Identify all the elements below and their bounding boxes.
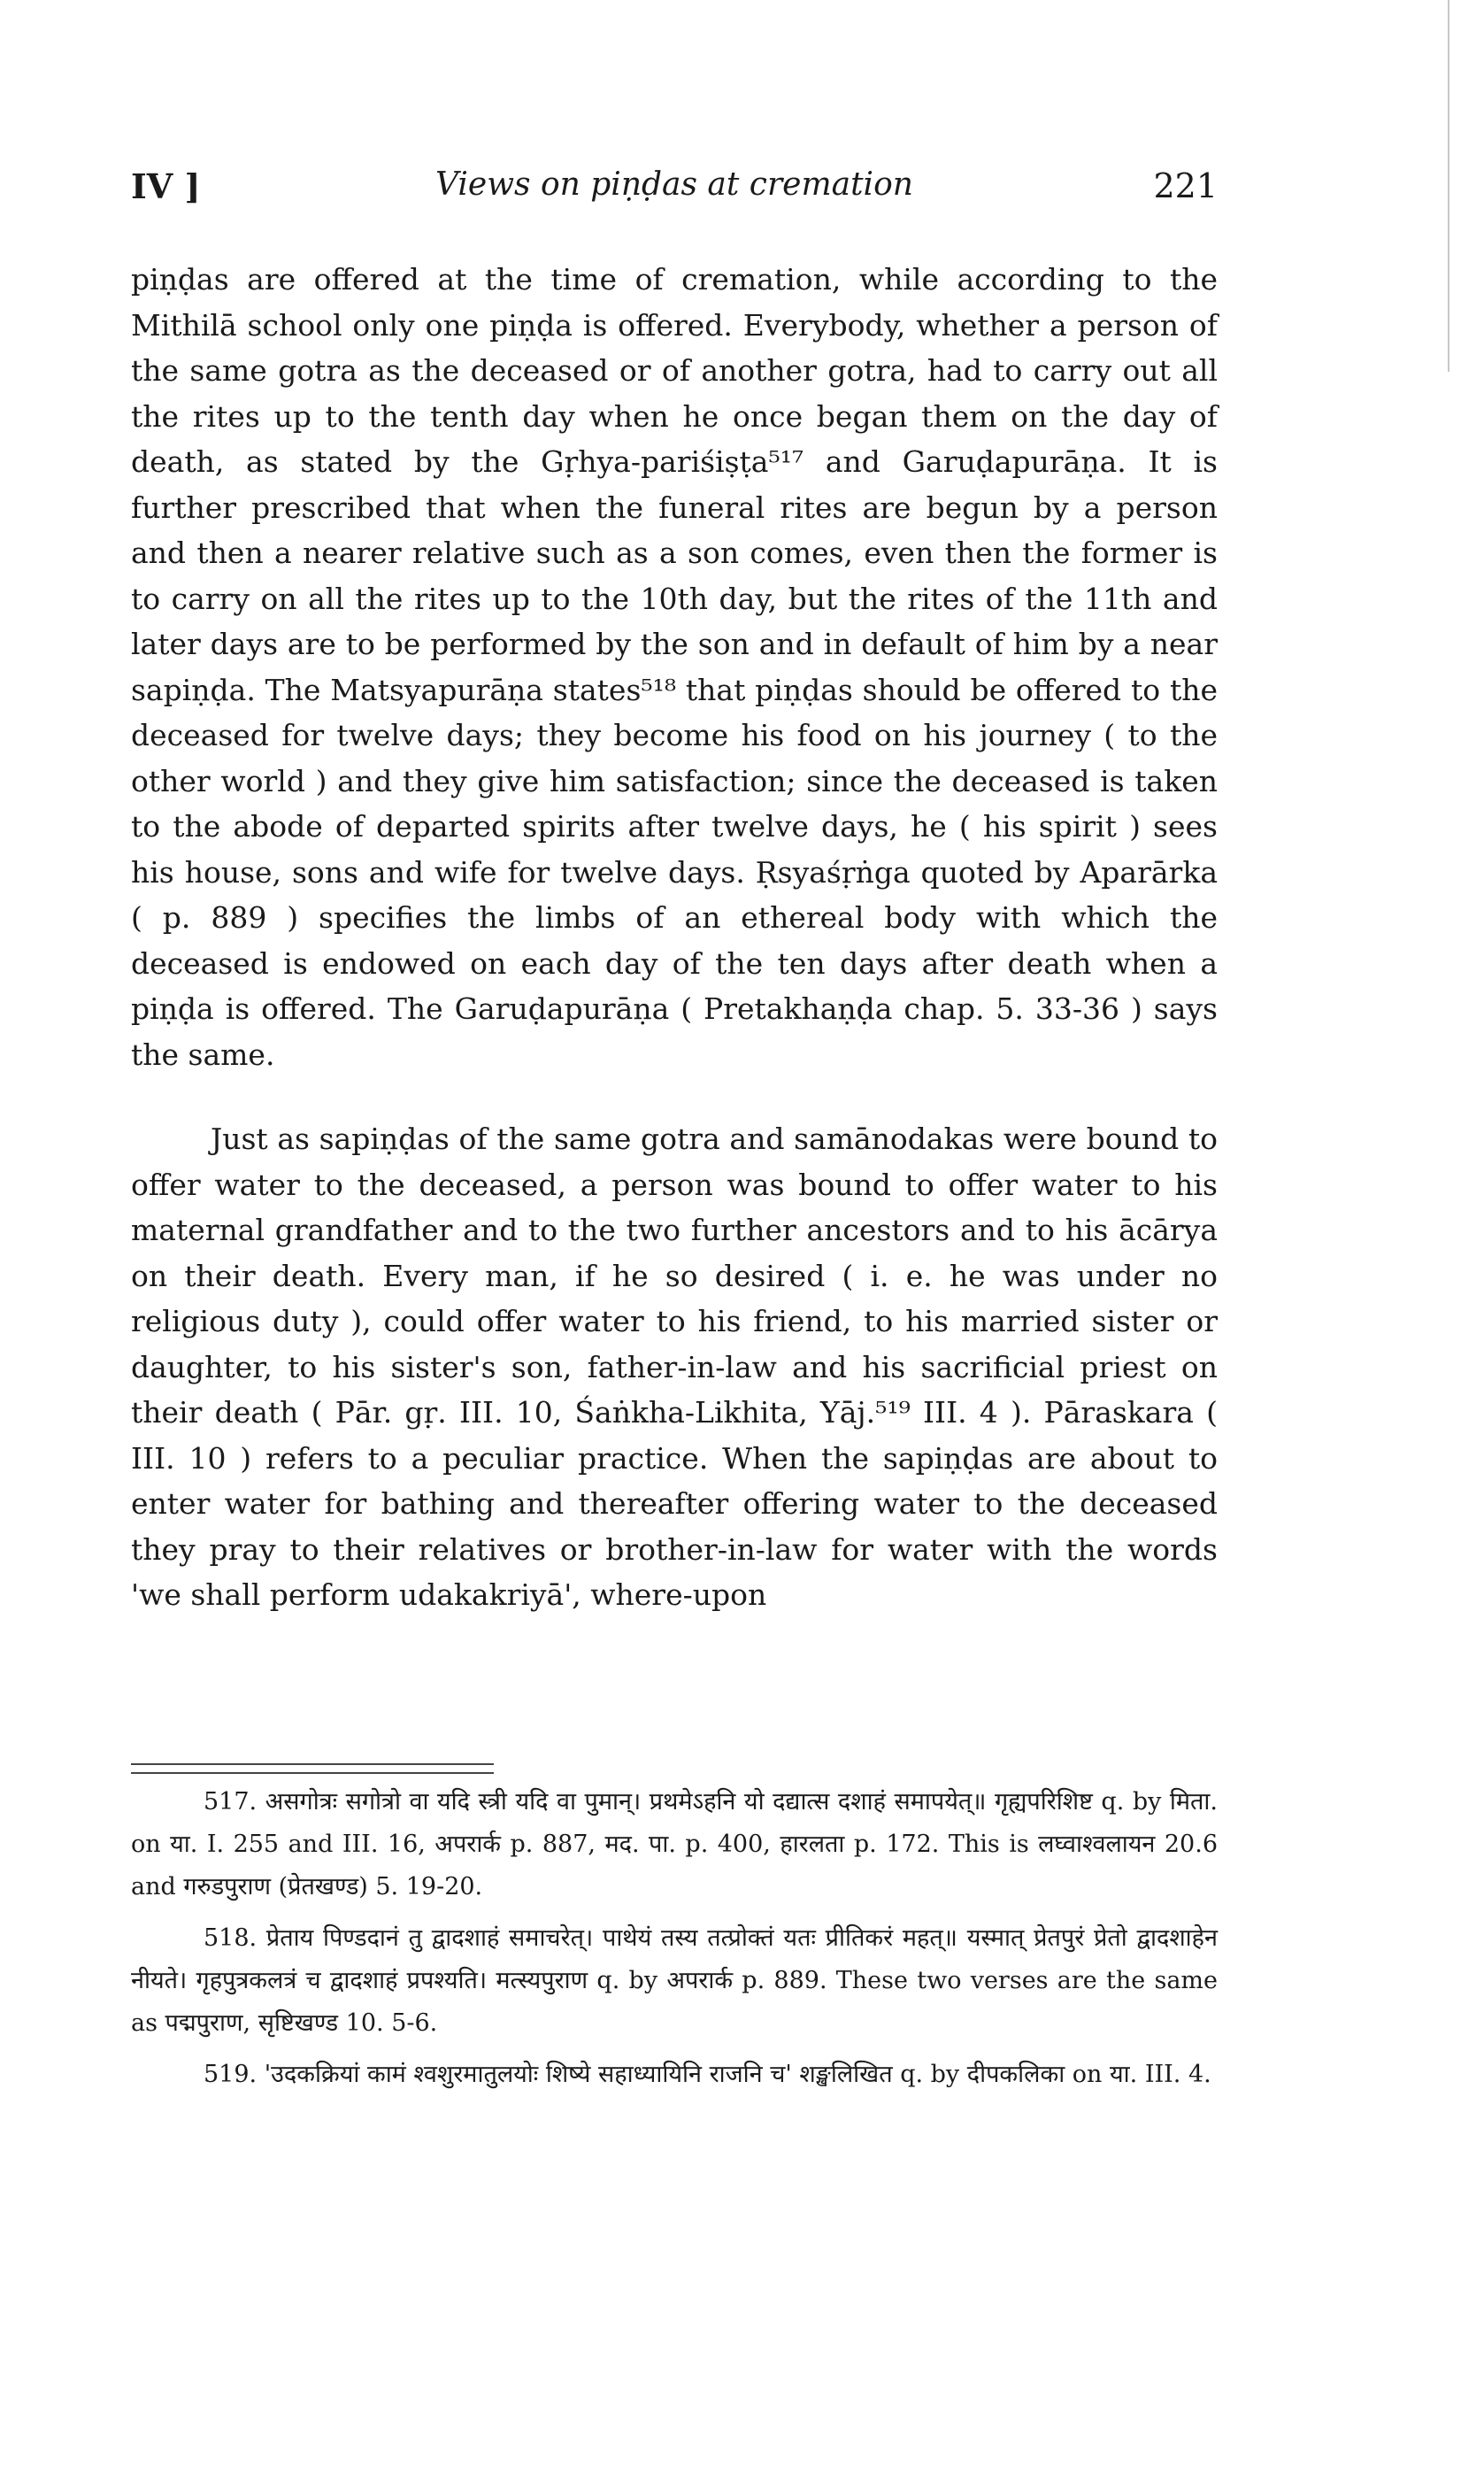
- footnotes: [131, 1781, 1218, 2105]
- paragraph-2: Just as sapiṇḍas of the same gotra and samānodakas were bound to offer water to the deceased, a person was bound to offer water to his maternal grandfather and to the two further ancestors and to his ācārya on their death. Every man, if he so desired ( i. e. he was under no religious duty ), could offer water to his friend, to his married sister or daughter, to his sister's son, father-in-law and his sacrificial priest on their death ( Pār. gṛ. III. 10, Śaṅkha-Likhita, Yāj.⁵¹⁹ III. 4 ). Pāraskara ( III. 10 ) refers to a peculiar practice. When the sapiṇḍas are about to enter water for bathing and thereafter offering water to the deceased they pray to their relatives or brother-in-law for water with the words 'we shall perform udakakriyā', where-upon: [131, 1122, 1218, 1612]
- chapter-marker: IV ]: [131, 166, 201, 206]
- footnote-518: 518. प्रेताय पिण्डदानं तु द्वादशाहं समाचरेत्। पाथेयं तस्य तत्प्रोक्तं यतः प्रीतिकरं महत्॥ यस्मात् प्रेतपुरं प्रेतो द्वादशाहेन नीयते। गृहपुत्रकलत्रं च द्वादशाहं प्रपश्यति। मत्स्यपुराण q. by अपरार्क p. 889. These two verses are the same as पद्मपुराण, सृष्टिखण्ड 10. 5-6.: [131, 1924, 1218, 2037]
- running-header: [131, 166, 1218, 220]
- footnote-519: 519. 'उदकक्रियां कामं श्वशुरमातुलयोः शिष्ये सहाध्यायिनि राजनि च' शङ्खलिखित q. by दीपकलिका on या. III. 4.: [204, 2061, 1211, 2088]
- page-number: 221: [1153, 166, 1218, 205]
- footnote-517: 517. असगोत्रः सगोत्रो वा यदि स्त्री यदि वा पुमान्। प्रथमेऽहनि यो दद्यात्स दशाहं समापयेत्॥ गृह्यपरिशिष्ट q. by मिता. on या. I. 255 and III. 16, अपरार्क p. 887, मद. पा. p. 400, हारलता p. 172. This is लघ्वाश्वलायन 20.6 and गरुडपुराण (प्रेतखण्ड) 5. 19-20.: [131, 1788, 1218, 1900]
- running-title: Views on piṇḍas at cremation: [435, 166, 913, 203]
- paragraph-1: piṇḍas are offered at the time of cremation, while according to the Mithilā school only one piṇḍa is offered. Everybody, whether a person of the same gotra as the deceased or of another gotra, had to carry out all the rites up to the tenth day when he once began them on the day of death, as stated by the Gṛhya-pariśiṣṭa⁵¹⁷ and Garuḍapurāṇa. It is further prescribed that when the funeral rites are begun by a person and then a nearer relative such as a son comes, even then the former is to carry on all the rites up to the 10th day, but the rites of the 11th and later days are to be performed by the son and in default of him by a near sapiṇḍa. The Matsyapurāṇa states⁵¹⁸ that piṇḍas should be offered to the deceased for twelve days; they become his food on his journey ( to the other world ) and they give him satisfaction; since the deceased is taken to the abode of departed spirits after twelve days, he ( his spirit ) sees his house, sons and wife for twelve days. Ṛsyaśṛṅga quoted by Aparārka ( p. 889 ) specifies the limbs of an ethereal body with which the deceased is endowed on each day of the ten days after death when a piṇḍa is offered. The Garuḍapurāṇa ( Pretakhaṇḍa chap. 5. 33-36 ) says the same.: [131, 262, 1218, 1072]
- page-edge-line: [1448, 0, 1449, 372]
- footnote-separator: [131, 1763, 494, 1774]
- main-text: [131, 257, 1218, 1618]
